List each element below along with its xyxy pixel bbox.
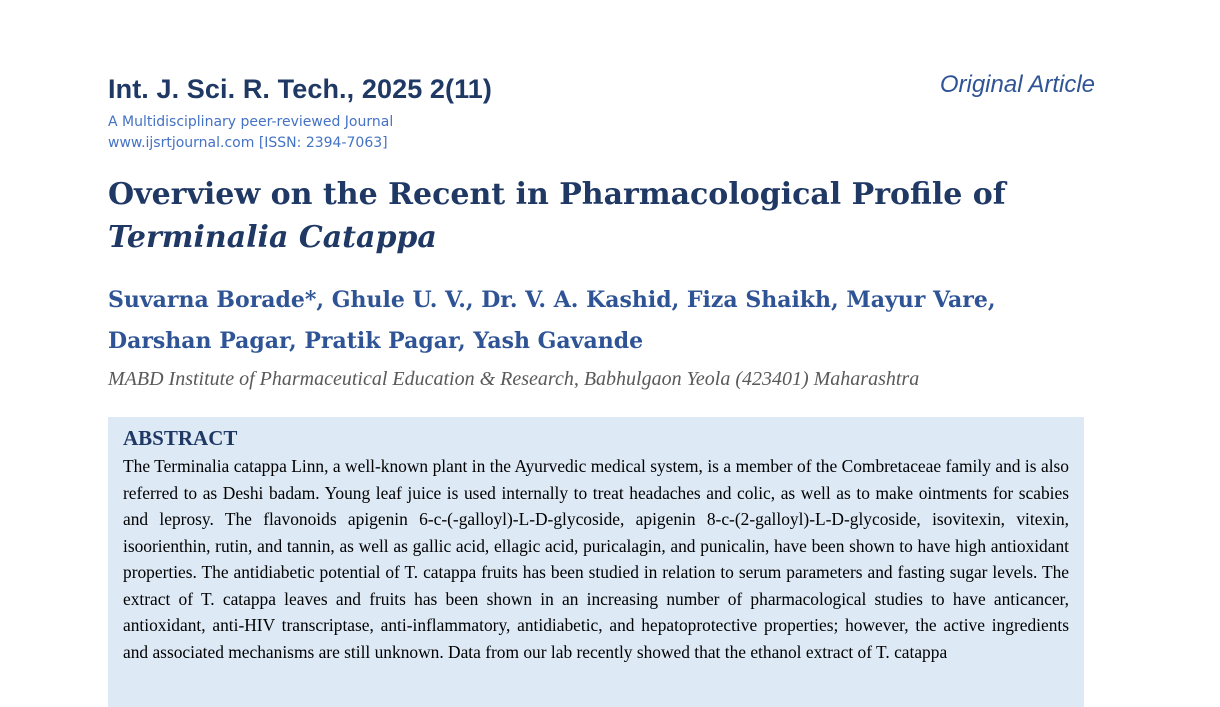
author-list — [108, 280, 1108, 362]
abstract-heading: ABSTRACT — [123, 426, 238, 450]
authors-line-1: Suvarna Borade*, Ghule U. V., Dr. V. A. Kashid, Fiza Shaikh, Mayur Vare, — [108, 287, 996, 313]
affiliation: MABD Institute of Pharmaceutical Education & Research, Babhulgaon Yeola (423401) Maharashtra — [108, 368, 920, 390]
abstract-box — [108, 417, 1084, 707]
paper-title-line-1: Overview on the Recent in Pharmacological Profile of — [108, 177, 1006, 212]
abstract-text: The Terminalia catappa Linn, a well-known plant in the Ayurvedic medical system, is a member of the Combretaceae family and is also referred to as Deshi badam. Young leaf juice is used internally to treat headaches and colic, as well as to make ointments for scabies and leprosy. The flavonoids apigenin 6-c-(-galloyl)-L-D-glycoside, apigenin 8-c-(2-galloyl)-L-D-glycoside, isovitexin, vitexin, isoorienthin, rutin, and tannin, as well as gallic acid, ellagic acid, puricalagin, and punicalin, have been shown to have high antioxidant properties. The antidiabetic potential of T. catappa fruits has been studied in relation to serum parameters and fasting sugar levels. The extract of T. catappa leaves and fruits has been shown in an increasing number of pharmacological studies to have anticancer, antioxidant, anti-HIV transcriptase, anti-inflammatory, antidiabetic, and hepatoprotective properties; however, the active ingredients and associated mechanisms are still unknown. Data from our lab recently showed that the ethanol extract of T. catappa — [123, 456, 1069, 662]
journal-url-issn: www.ijsrtjournal.com [ISSN: 2394-7063] — [108, 135, 388, 151]
journal-title: Int. J. Sci. R. Tech., 2025 2(11) — [108, 74, 492, 104]
journal-tagline: A Multidisciplinary peer-reviewed Journal — [108, 114, 394, 130]
paper-title-line-2: Terminalia Catappa — [108, 220, 437, 255]
paper-title — [108, 173, 1108, 259]
authors-line-2: Darshan Pagar, Pratik Pagar, Yash Gavande — [108, 328, 644, 354]
article-type-label: Original Article — [939, 71, 1095, 98]
